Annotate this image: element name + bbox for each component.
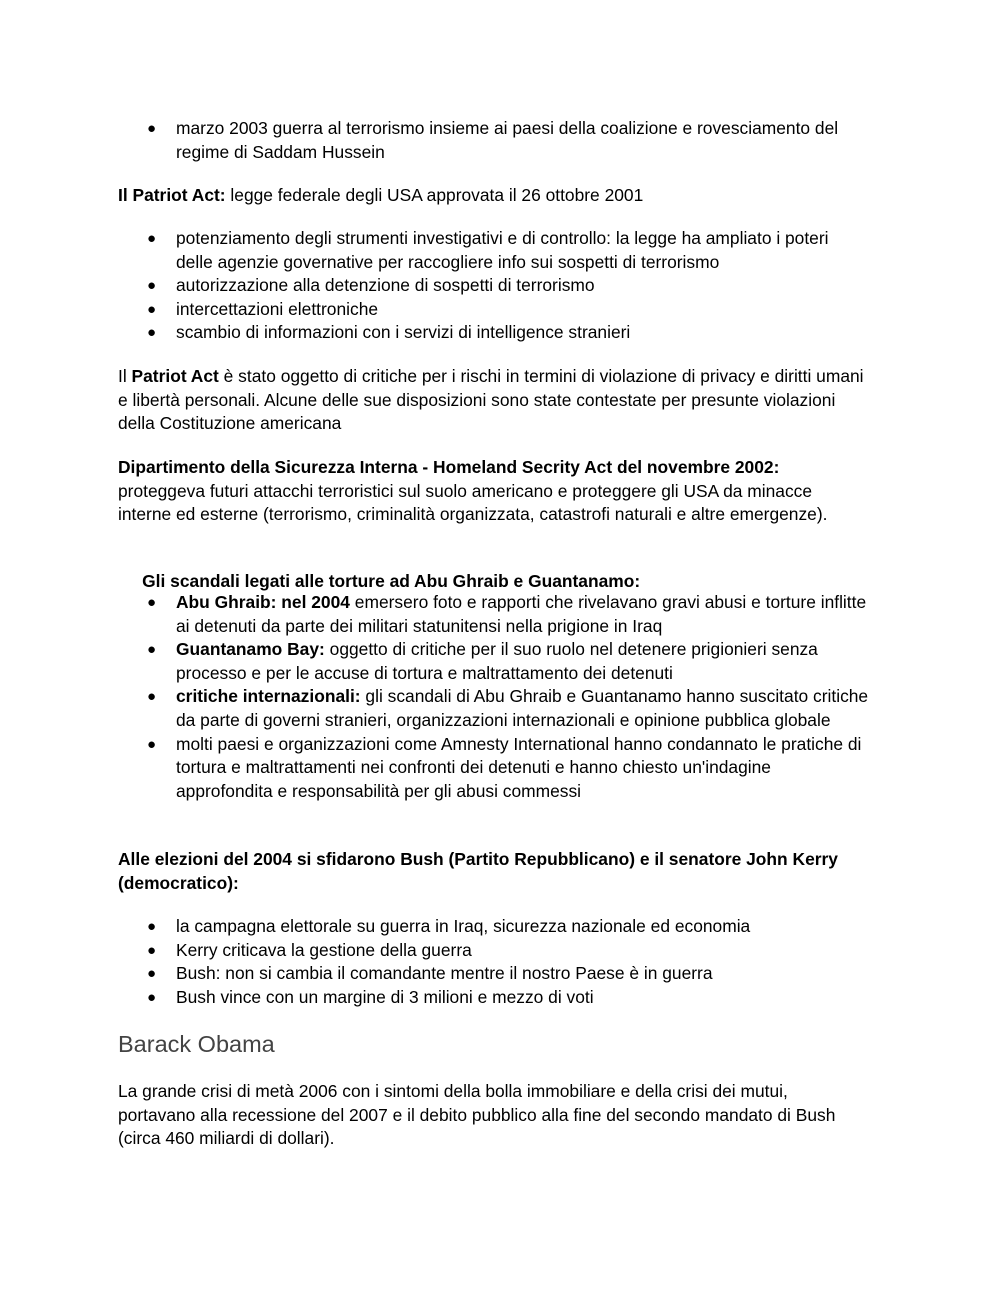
list-item — [118, 638, 870, 685]
list-item — [118, 733, 870, 804]
list-item-bold: Abu Ghraib: nel 2004 — [176, 592, 350, 612]
bullet-list-scandals — [118, 591, 870, 803]
obama-heading: Barack Obama — [118, 1031, 275, 1057]
text-run-bold: Patriot Act — [131, 366, 219, 386]
list-item — [118, 591, 870, 638]
list-item: ● autorizzazione alla detenzione di sospetti di terrorismo — [118, 274, 870, 298]
bullet-list-elections — [118, 915, 870, 1009]
list-item — [118, 685, 870, 732]
list-item-text: oggetto di critiche per il suo ruolo nel detenere prigionieri senza processo e per le accuse di tortura e maltrattamento dei detenuti — [176, 639, 818, 683]
obama-paragraph: La grande crisi di metà 2006 con i sintomi della bolla immobiliare e della crisi dei mutui, portavano alla recessione del 2007 e il debito pubblico alla fine del secondo mandato di Bush (circa 460 miliardi di dollari). — [118, 1081, 836, 1149]
list-item: ● Bush: non si cambia il comandante mentre il nostro Paese è in guerra — [118, 962, 870, 986]
list-item: ● potenziamento degli strumenti investigativi e di controllo: la legge ha ampliato i poteri delle agenzie governative per raccogliere info sui sospetti di terrorismo — [118, 227, 870, 274]
text-run: è stato oggetto di critiche per i rischi in termini di violazione di privacy e diritti umani e libertà personali. Alcune delle sue disposizioni sono state contestate per presunte violazioni della Costituzione americana — [118, 366, 864, 434]
list-item-bold: Guantanamo Bay: — [176, 639, 325, 660]
list-item-bold: critiche internazionali: — [176, 686, 361, 707]
text-run: Il — [118, 366, 132, 386]
list-item: ● Bush vince con un margine di 3 milioni e mezzo di voti — [118, 986, 870, 1010]
list-item-text: molti paesi e organizzazioni come Amnesty International hanno condannato le pratiche di tortura e maltrattamenti nei confronti dei detenuti e hanno chiesto un'indagine approfondita e responsabilità per gli abusi commessi — [176, 733, 862, 801]
list-item: ● intercettazioni elettroniche — [118, 298, 870, 322]
bullet-list-2003 — [118, 117, 870, 164]
elections-heading — [118, 848, 870, 895]
patriot-act-label: Il Patriot Act: — [118, 185, 226, 205]
homeland-heading: Dipartimento della Sicurezza Interna - Homeland Secrity Act del novembre 2002: — [118, 457, 780, 477]
list-item-text: emersero foto e rapporti che rivelavano gravi abusi e torture inflitte ai detenuti da parte dei militari statunitensi nella prigione in Iraq — [176, 592, 867, 636]
list-item-text: gli scandali di Abu Ghraib e Guantanamo hanno suscitato critiche da parte di governi stranieri, organizzazioni internazionali e opinione pubblica globale — [176, 686, 869, 730]
list-item: ● scambio di informazioni con i servizi di intelligence stranieri — [118, 321, 870, 345]
homeland-paragraph — [118, 456, 870, 527]
list-item: ● la campagna elettorale su guerra in Iraq, sicurezza nazionale ed economia — [118, 915, 870, 939]
list-item: ● Kerry criticava la gestione della guerra — [118, 939, 870, 963]
bullet-list-patriot — [118, 227, 870, 345]
elections-heading-text: Alle elezioni del 2004 si sfidarono Bush (Partito Repubblicano) e il senatore John Kerry (democratico): — [118, 849, 838, 893]
patriot-act-text: legge federale degli USA approvata il 26 ottobre 2001 — [225, 185, 644, 205]
list-item: ● marzo 2003 guerra al terrorismo insieme ai paesi della coalizione e rovesciamento del regime di Saddam Hussein — [118, 117, 870, 164]
patriot-act-paragraph — [118, 184, 870, 208]
homeland-text: proteggeva futuri attacchi terroristici sul suolo americano e proteggere gli USA da minacce interne ed esterne (terrorismo, criminalità organizzata, catastrofi naturali e altre emergenze). — [118, 480, 828, 525]
scandal-heading-text: Gli scandali legati alle torture ad Abu Ghraib e Guantanamo: — [137, 570, 641, 591]
patriot-criticism-paragraph — [118, 365, 870, 436]
